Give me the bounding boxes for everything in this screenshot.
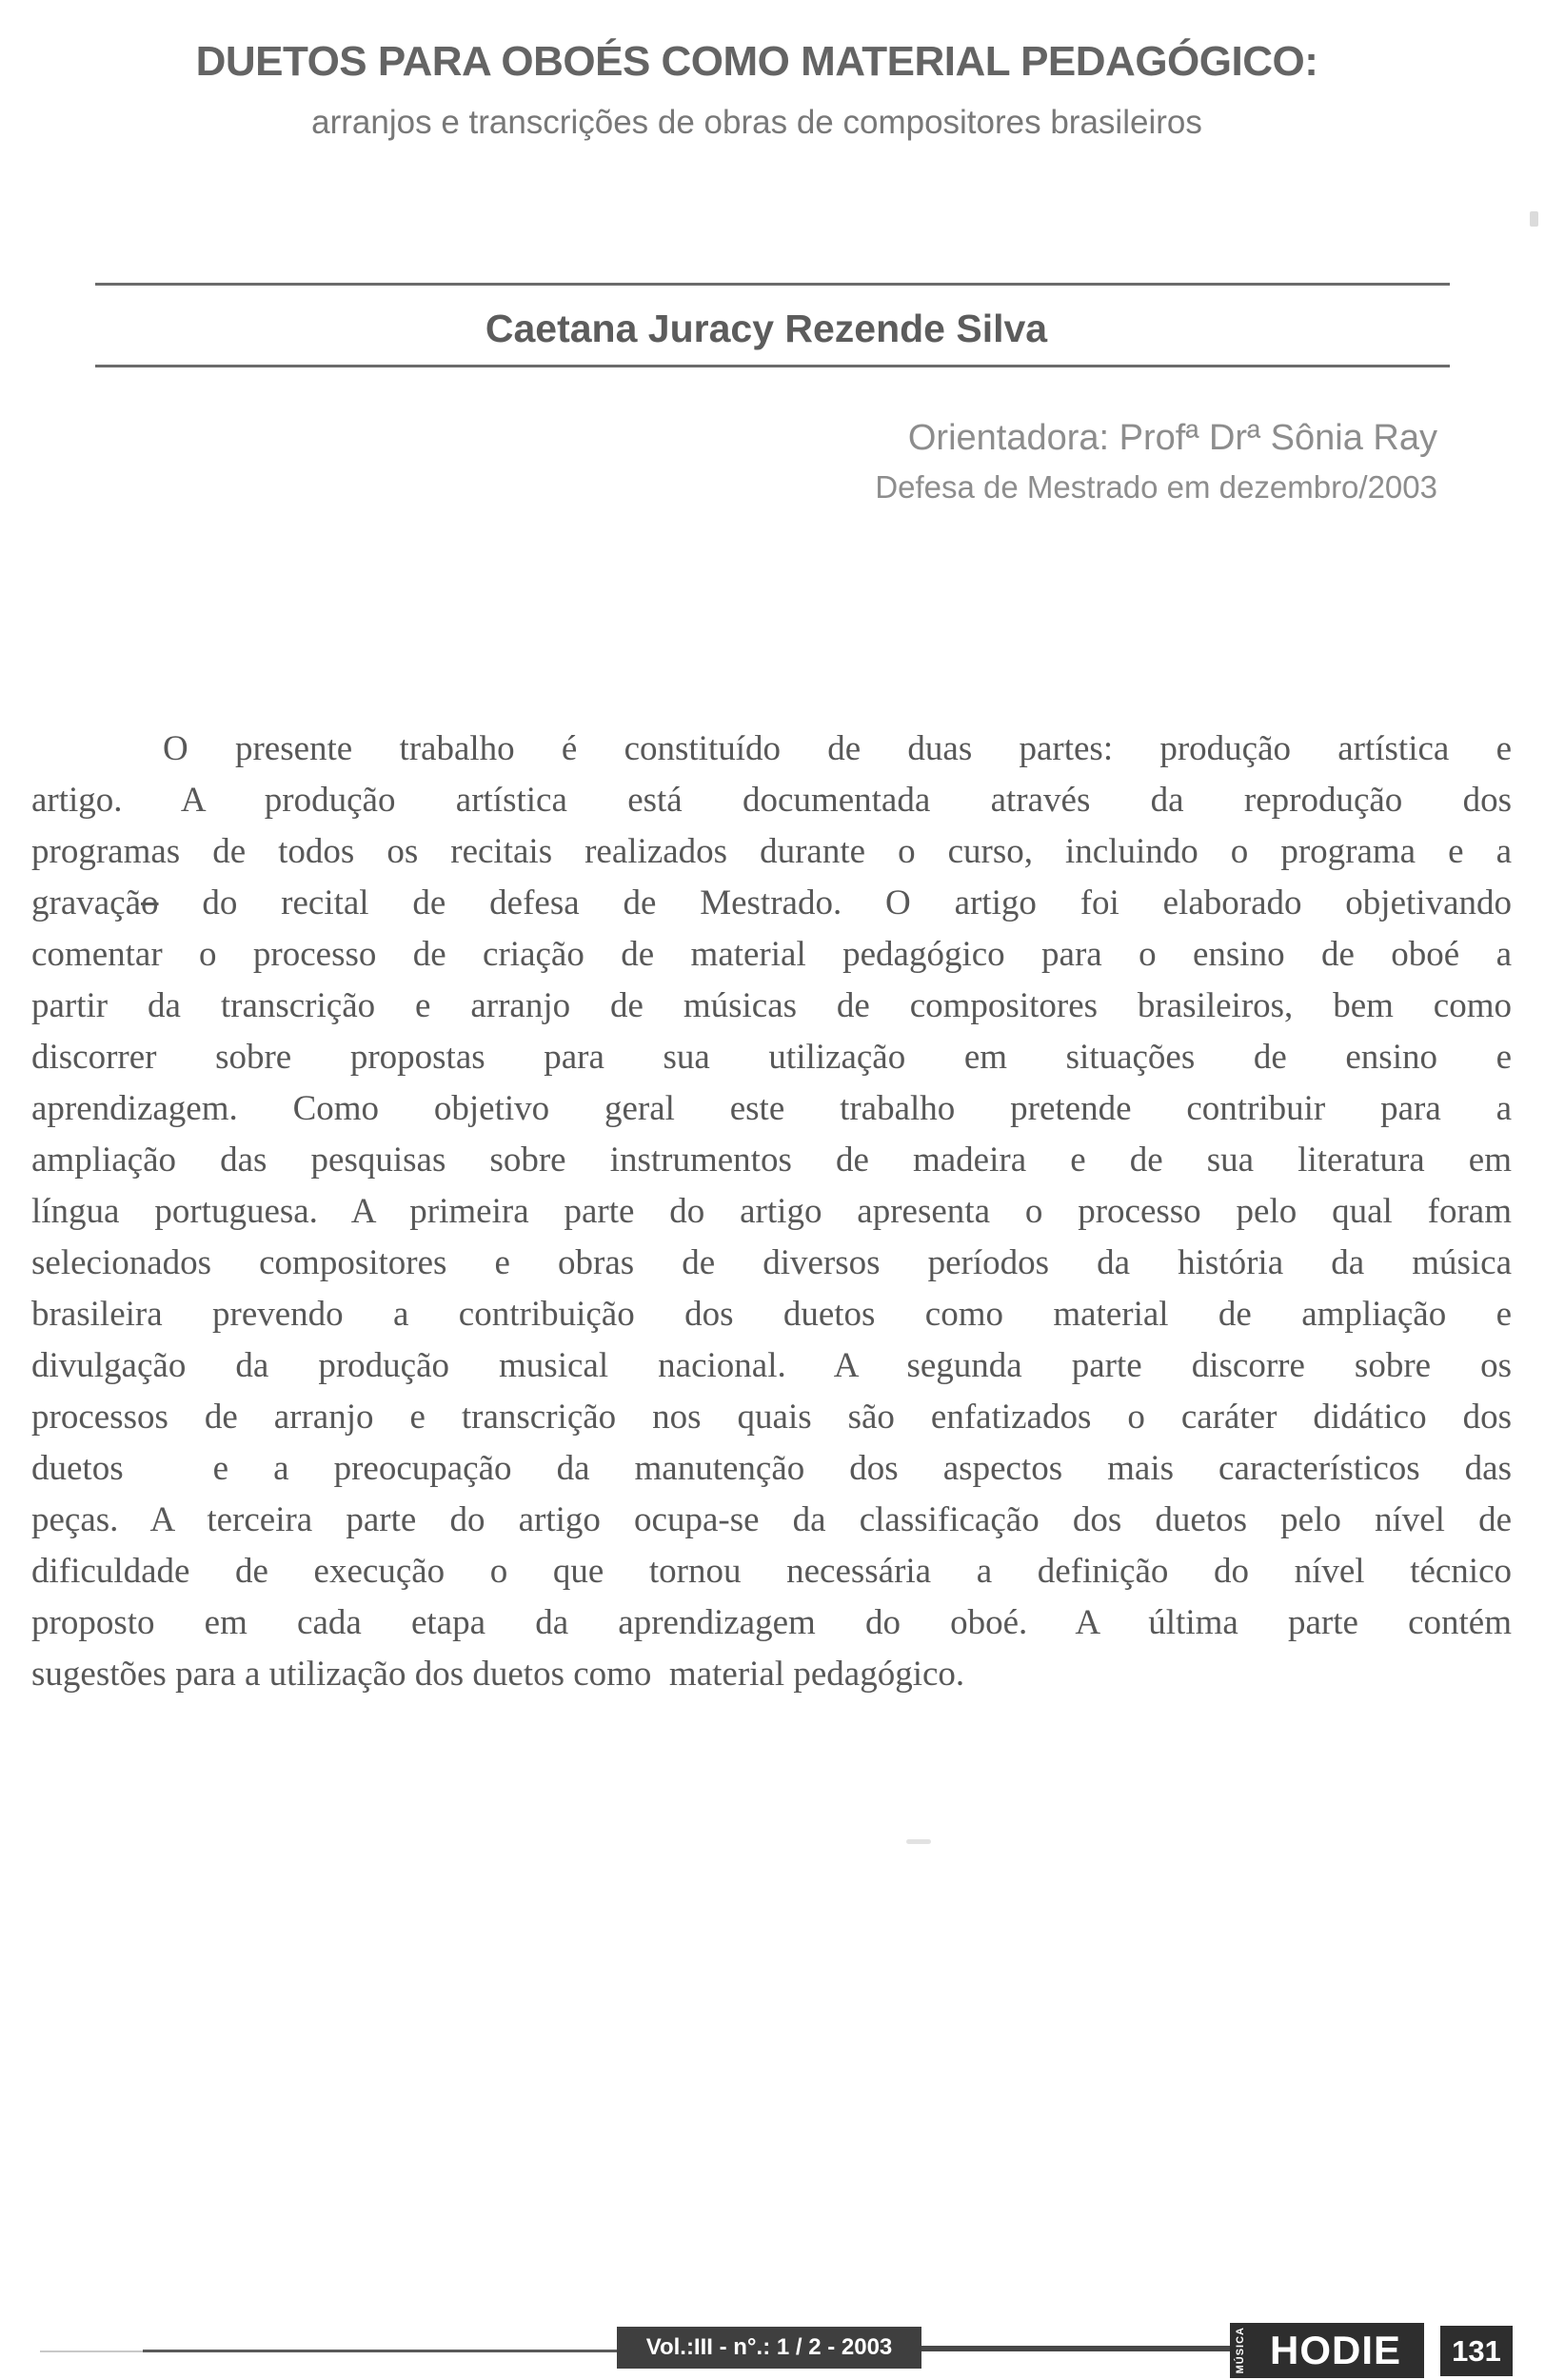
footer-rule-faint xyxy=(40,2350,145,2352)
journal-vertical-label: MÚSICA xyxy=(1235,2327,1246,2374)
scan-speck xyxy=(1530,211,1538,227)
abstract-line: divulgação da produção musical nacional. A segunda parte discorre sobre os xyxy=(31,1346,1512,1385)
scan-speck xyxy=(906,1839,931,1844)
defense-date-line: Defesa de Mestrado em dezembro/2003 xyxy=(875,469,1437,505)
abstract-line: aprendizagem. Como objetivo geral este trabalho pretende contribuir para a xyxy=(31,1089,1512,1128)
abstract-line-post: do recital de defesa de Mestrado. O artigo foi elaborado objetivando xyxy=(158,883,1512,922)
journal-name: HODIE xyxy=(1269,2328,1401,2372)
abstract-line: sugestões para a utilização dos duetos como material pedagógico. xyxy=(31,1655,965,1694)
abstract-line: ampliação das pesquisas sobre instrumentos de madeira e de sua literatura em xyxy=(31,1140,1512,1180)
abstract-line: selecionados compositores e obras de diversos períodos da história da música xyxy=(31,1243,1512,1282)
journal-logo-badge xyxy=(1230,2323,1424,2378)
abstract-line: proposto em cada etapa da aprendizagem do oboé. A última parte contém xyxy=(31,1603,1512,1642)
volume-label: Vol.:III - n°.: 1 / 2 - 2003 xyxy=(645,2334,893,2360)
abstract-line-pre: gravaçã xyxy=(31,883,142,922)
abstract-line: comentar o processo de criação de material pedagógico para o ensino de oboé a xyxy=(31,935,1512,974)
advisor-line: Orientadora: Profª Drª Sônia Ray xyxy=(907,418,1437,458)
page-number-badge xyxy=(1440,2326,1513,2376)
abstract-line: partir da transcrição e arranjo de músicas de compositores brasileiros, bem como xyxy=(31,986,1512,1025)
abstract-line: O presente trabalho é constituído de duas partes: produção artística e xyxy=(163,729,1512,768)
footer-rule-left xyxy=(143,2350,619,2352)
abstract-struck-letter: o xyxy=(141,883,159,922)
advisor-block xyxy=(875,415,1437,508)
abstract-line: duetos e a preocupação da manutenção dos aspectos mais característicos das xyxy=(31,1449,1512,1488)
author-rule-top xyxy=(95,283,1450,286)
abstract-line xyxy=(31,878,1512,929)
author-name: Caetana Juracy Rezende Silva xyxy=(485,307,1048,350)
abstract-line: processos de arranjo e transcrição nos quais são enfatizados o caráter didático dos xyxy=(31,1398,1512,1437)
abstract-line: programas de todos os recitais realizados durante o curso, incluindo o programa e a xyxy=(31,832,1512,871)
abstract-line: brasileira prevendo a contribuição dos duetos como material de ampliação e xyxy=(31,1295,1512,1334)
page-title: DUETOS PARA OBOÉS COMO MATERIAL PEDAGÓGICO: xyxy=(195,38,1318,85)
footer-rule-right xyxy=(914,2346,1233,2351)
abstract-line: discorrer sobre propostas para sua utilização em situações de ensino e xyxy=(31,1038,1512,1077)
abstract-paragraph xyxy=(31,724,1512,1700)
abstract-line: dificuldade de execução o que tornou necessária a definição do nível técnico xyxy=(31,1552,1512,1591)
page-number: 131 xyxy=(1452,2333,1501,2368)
abstract-line: artigo. A produção artística está documentada através da reprodução dos xyxy=(31,781,1512,820)
author-rule-bottom xyxy=(95,365,1450,367)
page-subtitle: arranjos e transcrições de obras de compositores brasileiros xyxy=(311,104,1202,141)
abstract-line: língua portuguesa. A primeira parte do artigo apresenta o processo pelo qual foram xyxy=(31,1192,1512,1231)
abstract-line: peças. A terceira parte do artigo ocupa-se da classificação dos duetos pelo nível de xyxy=(31,1500,1512,1539)
volume-badge xyxy=(617,2327,921,2369)
